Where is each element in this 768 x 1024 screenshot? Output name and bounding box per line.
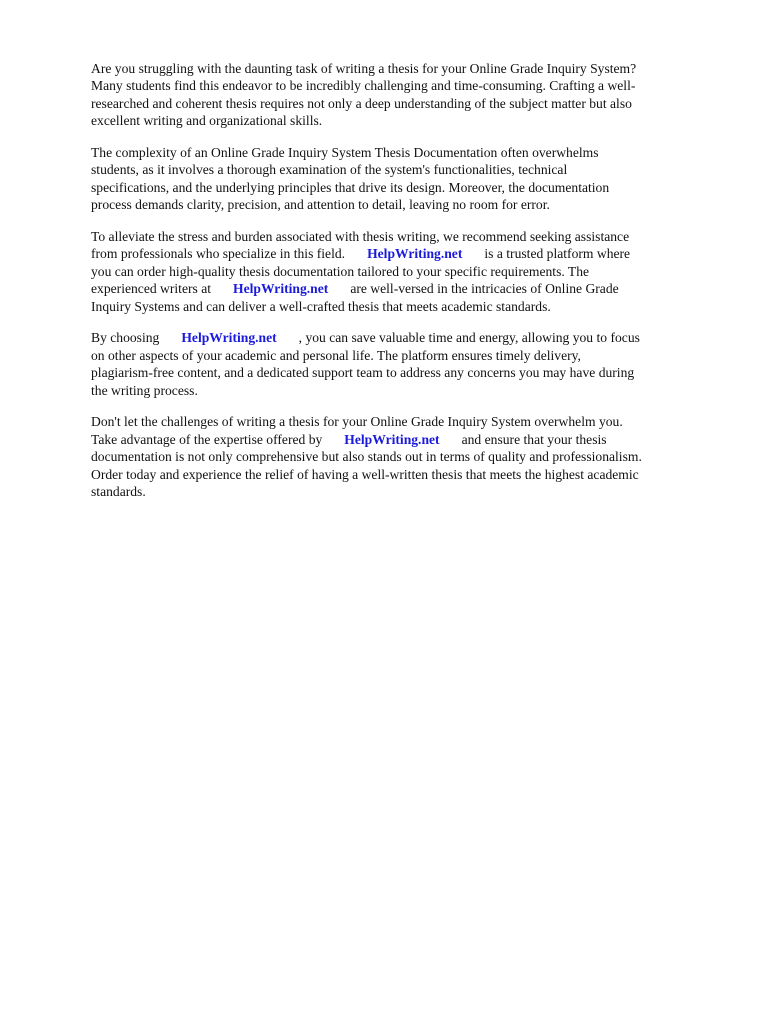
text-line: you can order high-quality thesis documentation tailored to your specific requirements. The xyxy=(91,263,590,279)
document-page xyxy=(91,60,731,515)
text-line: excellent writing and organizational skills. xyxy=(91,113,323,129)
paragraph-recommendation xyxy=(91,228,731,315)
helpwriting-link[interactable]: HelpWriting.net xyxy=(344,431,440,447)
text-line: standards. xyxy=(91,484,146,500)
text-segment: By choosing xyxy=(91,330,160,346)
text-line: researched and coherent thesis requires not only a deep understanding of the subject matter but also xyxy=(91,95,632,111)
text-line: the writing process. xyxy=(91,382,198,398)
text-line xyxy=(91,329,731,346)
text-line: Many students find this endeavor to be incredibly challenging and time-consuming. Crafting a well- xyxy=(91,78,636,94)
text-line: documentation is not only comprehensive but also stands out in terms of quality and professionalism. xyxy=(91,449,642,465)
text-line: plagiarism-free content, and a dedicated support team to address any concerns you may have during xyxy=(91,365,635,381)
paragraph-conclusion xyxy=(91,413,731,500)
text-segment: from professionals who specialize in this field. xyxy=(91,246,346,262)
text-segment: , you can save valuable time and energy, allowing you to focus xyxy=(298,330,640,346)
helpwriting-link[interactable]: HelpWriting.net xyxy=(233,281,329,297)
helpwriting-link[interactable]: HelpWriting.net xyxy=(181,330,277,346)
text-line: The complexity of an Online Grade Inquiry System Thesis Documentation often overwhelms xyxy=(91,145,599,161)
text-line xyxy=(91,245,731,262)
text-line: Are you struggling with the daunting task of writing a thesis for your Online Grade Inquiry System? xyxy=(91,61,637,76)
text-segment: and ensure that your thesis xyxy=(461,431,607,447)
text-line: process demands clarity, precision, and attention to detail, leaving no room for error. xyxy=(91,197,550,213)
text-segment: is a trusted platform where xyxy=(484,246,631,262)
text-line: Inquiry Systems and can deliver a well-crafted thesis that meets academic standards. xyxy=(91,298,551,314)
text-segment: are well-versed in the intricacies of Online Grade xyxy=(350,281,619,297)
text-line: students, as it involves a thorough examination of the system's functionalities, technical xyxy=(91,162,568,178)
text-line: Order today and experience the relief of having a well-written thesis that meets the highest academic xyxy=(91,466,639,482)
helpwriting-link[interactable]: HelpWriting.net xyxy=(367,246,463,262)
text-line: Don't let the challenges of writing a thesis for your Online Grade Inquiry System overwhelm you. xyxy=(91,414,623,430)
paragraph-benefits xyxy=(91,329,731,399)
text-line: To alleviate the stress and burden associated with thesis writing, we recommend seeking assistance xyxy=(91,229,630,245)
text-line: specifications, and the underlying principles that drive its design. Moreover, the documentation xyxy=(91,179,610,195)
text-segment: experienced writers at xyxy=(91,281,212,297)
paragraph-complexity xyxy=(91,144,731,214)
text-line xyxy=(91,431,731,448)
paragraph-intro xyxy=(91,60,731,130)
text-line: on other aspects of your academic and personal life. The platform ensures timely delivery, xyxy=(91,347,581,363)
text-segment: Take advantage of the expertise offered by xyxy=(91,431,323,447)
text-line xyxy=(91,280,731,297)
